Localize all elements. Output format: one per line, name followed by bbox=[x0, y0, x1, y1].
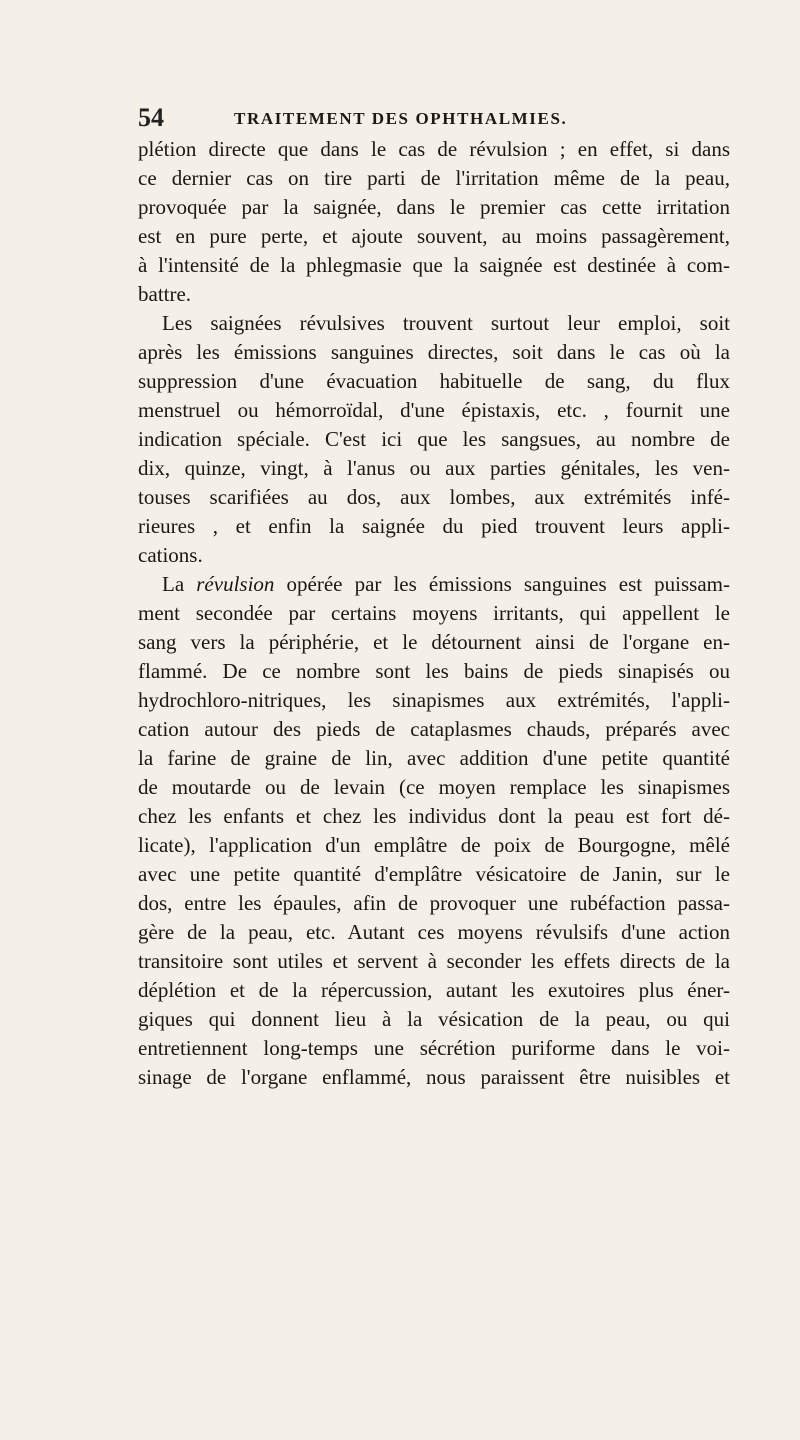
text-segment: opérée par les émissions sanguines est puissam- bbox=[286, 572, 731, 596]
text-segment: La bbox=[162, 572, 197, 596]
text-line: sang vers la périphérie, et le détournent ainsi de l'organe en- bbox=[138, 630, 730, 654]
text-segment bbox=[274, 572, 286, 596]
text-line: rieures , et enfin la saignée du pied trouvent leurs appli- bbox=[138, 514, 730, 538]
text-line: licate), l'application d'un emplâtre de poix de Bourgogne, mêlé bbox=[138, 833, 730, 857]
text-line: la farine de graine de lin, avec addition d'une petite quantité bbox=[138, 746, 730, 770]
text-line: est en pure perte, et ajoute souvent, au moins passagèrement, bbox=[138, 224, 730, 248]
text-line: ment secondée par certains moyens irritants, qui appellent le bbox=[138, 601, 730, 625]
text-line: cations. bbox=[138, 543, 203, 567]
text-line: avec une petite quantité d'emplâtre vésicatoire de Janin, sur le bbox=[138, 862, 730, 886]
text-line: cation autour des pieds de cataplasmes chauds, préparés avec bbox=[138, 717, 730, 741]
text-line: plétion directe que dans le cas de révulsion ; en effet, si dans bbox=[138, 137, 730, 161]
text-line: provoquée par la saignée, dans le premier cas cette irritation bbox=[138, 195, 730, 219]
text-line: transitoire sont utiles et servent à seconder les effets directs de la bbox=[138, 949, 730, 973]
text-line: suppression d'une évacuation habituelle de sang, du flux bbox=[138, 369, 730, 393]
text-line: à l'intensité de la phlegmasie que la saignée est destinée à com- bbox=[138, 253, 730, 277]
running-head bbox=[138, 103, 698, 133]
text-line: entretiennent long-temps une sécrétion puriforme dans le voi- bbox=[138, 1036, 730, 1060]
running-title: TRAITEMENT DES OPHTHALMIES. bbox=[234, 109, 568, 128]
text-line: indication spéciale. C'est ici que les sangsues, au nombre de bbox=[138, 427, 730, 451]
text-line: sinage de l'organe enflammé, nous paraissent être nuisibles et bbox=[138, 1065, 730, 1089]
text-line: ce dernier cas on tire parti de l'irritation même de la peau, bbox=[138, 166, 730, 190]
text-line: chez les enfants et chez les individus dont la peau est fort dé- bbox=[138, 804, 730, 828]
text-line: Les saignées révulsives trouvent surtout leur emploi, soit bbox=[162, 311, 730, 335]
text-line: dos, entre les épaules, afin de provoquer une rubéfaction passa- bbox=[138, 891, 730, 915]
italic-word: révulsion bbox=[196, 572, 275, 596]
text-line-revulsion bbox=[138, 570, 730, 599]
text-line: gère de la peau, etc. Autant ces moyens révulsifs d'une action bbox=[138, 920, 730, 944]
text-line: giques qui donnent lieu à la vésication de la peau, ou qui bbox=[138, 1007, 730, 1031]
text-line: menstruel ou hémorroïdal, d'une épistaxis, etc. , fournit une bbox=[138, 398, 730, 422]
text-line: hydrochloro-nitriques, les sinapismes aux extrémités, l'appli- bbox=[138, 688, 730, 712]
text-line: dix, quinze, vingt, à l'anus ou aux parties génitales, les ven- bbox=[138, 456, 730, 480]
text-line: flammé. De ce nombre sont les bains de pieds sinapisés ou bbox=[138, 659, 730, 683]
page-number: 54 bbox=[138, 103, 164, 132]
text-line: de moutarde ou de levain (ce moyen remplace les sinapismes bbox=[138, 775, 730, 799]
text-line: touses scarifiées au dos, aux lombes, aux extrémités infé- bbox=[138, 485, 730, 509]
body-text bbox=[138, 135, 730, 1092]
text-line: déplétion et de la répercussion, autant les exutoires plus éner- bbox=[138, 978, 730, 1002]
text-line: battre. bbox=[138, 282, 192, 306]
text-line: après les émissions sanguines directes, soit dans le cas où la bbox=[138, 340, 730, 364]
